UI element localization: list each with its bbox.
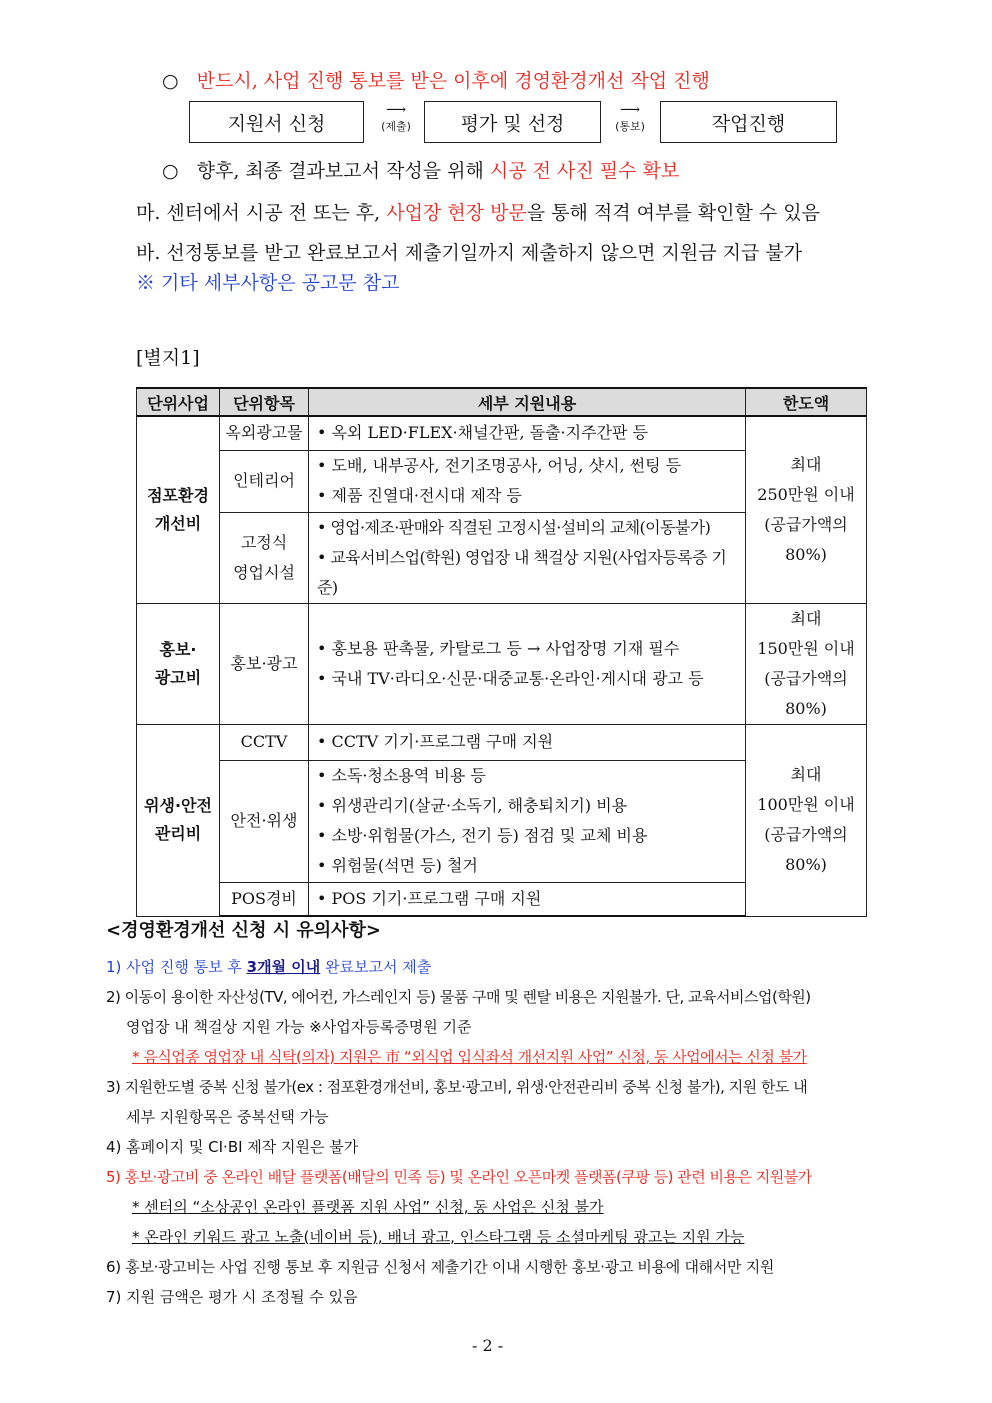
item-name-text: 고정식 영업시설: [233, 532, 295, 582]
unit-promotion: [137, 603, 220, 724]
unit-safety: [137, 724, 220, 916]
item-name: POS경비: [220, 882, 309, 916]
intro-line-2: [162, 156, 679, 183]
annex-label: [별지1]: [136, 347, 200, 369]
limit-line: 최대: [790, 608, 822, 628]
item-detail: [309, 512, 746, 603]
item-name: CCTV: [220, 724, 309, 760]
arrow-right-icon: ⟶: [385, 102, 407, 118]
header-item: 단위항목: [220, 388, 309, 416]
notes-section: [106, 916, 906, 1312]
unit-store-env-label: 점포환경 개선비: [147, 485, 209, 533]
note-1-a: 1) 사업 진행 통보 후: [106, 958, 247, 976]
detail-line: • 도배, 내부공사, 전기조명공사, 어닝, 샷시, 썬팅 등: [317, 456, 682, 475]
note-2-a: 2) 이동이 용이한 자산성(TV, 에어컨, 가스레인지 등) 물품 구매 및 렌탈 비용은 지원불가. 단, 교육서비스업(학원): [106, 988, 811, 1006]
intro-line-1: [162, 66, 710, 93]
note-2-b: 영업장 내 책걸상 지원 가능 ※사업자등록증명원 기준: [126, 1018, 472, 1036]
bullet-1: ○: [162, 70, 179, 92]
note-5-sub-1: * 센터의 “소상공인 온라인 플랫폼 지원 사업” 신청, 동 사업은 신청 불가: [132, 1198, 604, 1216]
item-ma: [136, 198, 820, 225]
detail-line: • CCTV 기기·프로그램 구매 지원: [317, 732, 554, 751]
detail-line: • 위험물(석면 등) 철거: [317, 856, 478, 875]
item-detail: [309, 450, 746, 512]
item-detail: [309, 882, 746, 916]
note-1-b: 3개월 이내: [246, 958, 321, 976]
unit-promotion-label: 홍보· 광고비: [154, 639, 202, 687]
notes-title: <경영환경개선 신청 시 유의사항>: [106, 920, 382, 941]
limit-promotion: [746, 603, 867, 724]
limit-safety: [746, 724, 867, 916]
intro-line-1-text: 반드시, 사업 진행 통보를 받은 이후에 경영환경개선 작업 진행: [196, 70, 710, 92]
detail-line: • 국내 TV·라디오·신문·대중교통·온라인·게시대 광고 등: [317, 668, 704, 688]
item-detail: [309, 724, 746, 760]
item-ma-suffix: 을 통해 적격 여부를 확인할 수 있음: [526, 202, 820, 224]
detail-line: • 홍보용 판촉물, 카탈로그 등 → 사업장명 기재 필수: [317, 638, 680, 658]
item-name: 안전·위생: [220, 760, 309, 882]
table-row: [137, 724, 867, 760]
header-detail: 세부 지원내용: [309, 388, 746, 416]
bullet-2: ○: [162, 160, 179, 182]
limit-line: (공급가액의 80%): [764, 825, 848, 874]
flow-step-work: 작업진행: [660, 101, 837, 143]
note-4: 4) 홈페이지 및 CI·BI 제작 지원은 불가: [106, 1138, 359, 1156]
arrow-right-icon: ⟶: [619, 102, 641, 118]
detail-line: • 위생관리기(살균·소독기, 해충퇴치기) 비용: [317, 796, 628, 815]
unit-store-env: [137, 416, 220, 603]
header-limit: 한도액: [746, 388, 867, 416]
limit-line: 최대: [790, 765, 822, 784]
intro-line-2-red: 시공 전 사진 필수 확보: [489, 160, 680, 182]
flow-arrow-2-label: (통보): [615, 120, 645, 133]
note-2-c: * 음식업종 영업장 내 식탁(의자) 지원은 市 “외식업 입식좌석 개선지원 사업” 신청, 동 사업에서는 신청 불가: [132, 1048, 807, 1066]
note-reference: ※ 기타 세부사항은 공고문 참고: [136, 272, 400, 294]
note-5-sub-2: * 온라인 키워드 광고 노출(네이버 등), 배너 광고, 인스타그램 등 소셜마케팅 광고는 지원 가능: [132, 1228, 745, 1246]
detail-line: • 소독·청소용역 비용 등: [317, 766, 486, 785]
flow-arrow-1-label: (제출): [381, 120, 411, 133]
intro-line-2-prefix: 향후, 최종 결과보고서 작성을 위해: [196, 160, 490, 182]
note-1-c: 완료보고서 제출: [320, 958, 432, 976]
limit-line: 250만원 이내: [757, 484, 855, 504]
note-3-a: 3) 지원한도별 중복 신청 불가(ex : 점포환경개선비, 홍보·광고비, 위생·안전관리비 중복 신청 불가), 지원 한도 내: [106, 1078, 808, 1096]
item-name: 홍보·광고: [220, 603, 309, 724]
item-ma-prefix: 마. 센터에서 시공 전 또는 후,: [136, 202, 387, 224]
limit-line: 최대: [790, 454, 822, 474]
detail-line: • 옥외 LED·FLEX·채널간판, 돌출·지주간판 등: [317, 423, 648, 443]
limit-line: (공급가액의 80%): [764, 514, 848, 564]
flow-step-evaluate: 평가 및 선정: [424, 101, 601, 143]
item-detail: [309, 416, 746, 450]
table-row: [137, 603, 867, 724]
limit-store-env: [746, 416, 867, 603]
item-name: 옥외광고물: [220, 416, 309, 450]
unit-safety-label: 위생·안전 관리비: [144, 796, 212, 843]
note-3-b: 세부 지원항목은 중복선택 가능: [126, 1108, 329, 1126]
table-header-row: [137, 388, 867, 416]
limit-line: 100만원 이내: [757, 795, 855, 814]
note-6: 6) 홍보·광고비는 사업 진행 통보 후 지원금 신청서 제출기간 이내 시행한 홍보·광고 비용에 대해서만 지원: [106, 1258, 775, 1276]
item-detail: [309, 760, 746, 882]
note-1: [106, 952, 906, 982]
item-detail: [309, 603, 746, 724]
flow-arrow-1: [376, 103, 416, 137]
detail-line: • 교육서비스업(학원) 영업장 내 책걸상 지원(사업자등록증 기준): [317, 547, 727, 597]
item-ma-red: 사업장 현장 방문: [386, 202, 527, 224]
page-number: - 2 -: [472, 1336, 504, 1355]
detail-line: • 영업·제조·판매와 직결된 고정시설·설비의 교체(이동불가): [317, 517, 711, 537]
limit-line: (공급가액의 80%): [764, 668, 848, 718]
support-table: [136, 387, 867, 917]
flow-step-apply: 지원서 신청: [189, 101, 364, 143]
item-ba: 바. 선정통보를 받고 완료보고서 제출기일까지 제출하지 않으면 지원금 지급 불가: [136, 242, 803, 264]
detail-line: • 소방·위험물(가스, 전기 등) 점검 및 교체 비용: [317, 826, 648, 845]
item-name: [220, 512, 309, 603]
header-unit: 단위사업: [137, 388, 220, 416]
detail-line: • 제품 진열대·전시대 제작 등: [317, 486, 522, 505]
item-name: 인테리어: [220, 450, 309, 512]
note-7: 7) 지원 금액은 평가 시 조정될 수 있음: [106, 1288, 358, 1306]
limit-line: 150만원 이내: [757, 638, 855, 658]
detail-line: • POS 기기·프로그램 구매 지원: [317, 888, 542, 908]
table-row: [137, 416, 867, 450]
flow-arrow-2: [610, 103, 650, 137]
note-5: 5) 홍보·광고비 중 온라인 배달 플랫폼(배달의 민족 등) 및 온라인 오픈마켓 플랫폼(쿠팡 등) 관련 비용은 지원불가: [106, 1168, 812, 1186]
